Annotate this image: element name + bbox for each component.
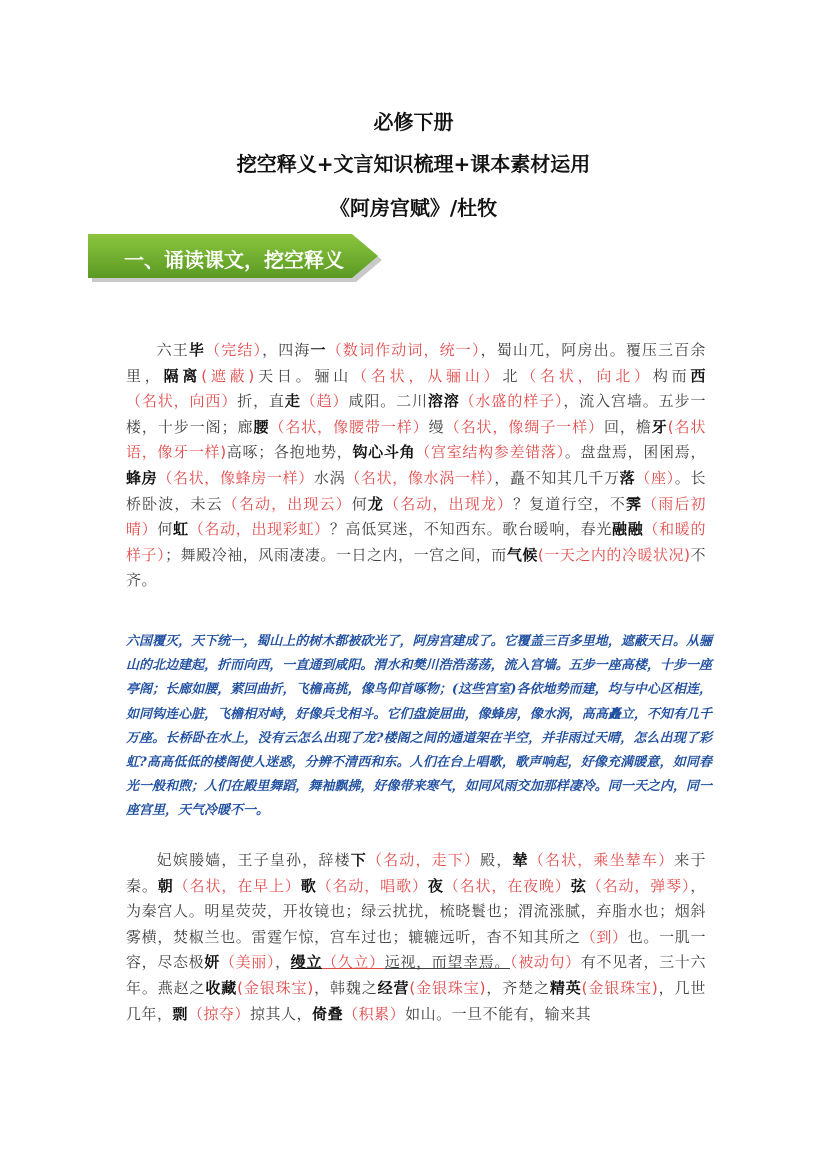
key-term-text: 精英 bbox=[549, 978, 582, 997]
annotation-text: （名动，走下） bbox=[366, 851, 481, 869]
annotation-text: （名状，像绸子一样） bbox=[444, 417, 604, 436]
passage-text: ，流入宫墙。五步一楼，十步一阁；廊 bbox=[126, 392, 706, 436]
passage-text: ， bbox=[275, 953, 291, 972]
key-term-text: 西 bbox=[690, 366, 706, 385]
key-term-text: 经营 bbox=[377, 978, 410, 997]
passage-text: 妃嫔媵嫱，王子皇孙，辞楼 bbox=[156, 851, 351, 869]
annotation-text: （久立） bbox=[322, 953, 385, 972]
key-term-text: 牙 bbox=[651, 417, 668, 436]
annotation-text: （掠夺） bbox=[188, 1004, 251, 1023]
passage-text: 如山。一旦不能有，输来其 bbox=[405, 1004, 592, 1023]
passage-text: ，齐楚之 bbox=[486, 978, 550, 997]
key-term-text: 弦 bbox=[570, 876, 587, 895]
passage-text: ，矗不知其几千万 bbox=[494, 468, 620, 487]
key-term-text: 霁 bbox=[625, 494, 643, 513]
key-term-text: 辇 bbox=[512, 851, 529, 869]
annotation-text: （名状，像腰带一样） bbox=[269, 417, 429, 436]
passage-text: 水涡 bbox=[313, 468, 346, 487]
passage-text: 折，直 bbox=[237, 392, 285, 411]
annotation-text: （雨后初晴） bbox=[126, 494, 706, 539]
passage-paragraph-1 bbox=[126, 338, 706, 594]
key-term-text: 毕 bbox=[188, 341, 206, 359]
key-term-text: 虹 bbox=[173, 520, 189, 539]
annotation-text: （宫室结构参差错落） bbox=[415, 443, 565, 462]
key-term-text: 蜂房 bbox=[126, 468, 158, 487]
annotation-text: （名状，向北） bbox=[521, 366, 653, 385]
annotation-text: (金银珠宝) bbox=[237, 978, 314, 997]
doc-title-line1: 必修下册 bbox=[373, 110, 454, 134]
passage-text: 来于秦。 bbox=[126, 851, 706, 895]
key-term-text: 溶溶 bbox=[427, 392, 460, 411]
annotation-text: （名动，出现彩虹） bbox=[188, 520, 330, 539]
annotation-text: （完结） bbox=[205, 341, 263, 359]
annotation-text: （趋） bbox=[300, 392, 349, 411]
passage-text: 六王 bbox=[156, 341, 189, 359]
key-term-text: 倚叠 bbox=[312, 1004, 344, 1023]
annotation-text: （数词作动词，统一） bbox=[326, 341, 481, 359]
key-term-text: 融融 bbox=[612, 520, 644, 539]
passage-text: 高啄；各抱地势， bbox=[226, 443, 353, 462]
key-term-text: 气候 bbox=[506, 545, 538, 564]
passage-text: 咸阳。二川 bbox=[348, 392, 428, 411]
passage-text: 回，檐 bbox=[603, 417, 652, 436]
passage-text: ，四海 bbox=[262, 341, 311, 359]
key-term-text: 缦立 bbox=[290, 953, 323, 972]
passage-paragraph-2 bbox=[126, 848, 706, 1027]
passage-text: ，为秦宫人。明星荧荧，开妆镜也；绿云扰扰，梳晓鬟也；渭流涨腻，弃脂水也；烟斜雾横，焚椒兰也。雷霆乍惊，宫车过也；辘辘远听，杳不知其所之 bbox=[126, 876, 706, 946]
annotation-text: （名动，弹琴） bbox=[586, 876, 691, 895]
annotation-text: （名状，像蜂房一样） bbox=[157, 468, 314, 487]
annotation-text: （名状，在早上） bbox=[173, 876, 301, 895]
key-term-text: 下 bbox=[350, 851, 367, 869]
key-term-text: 龙 bbox=[367, 494, 385, 513]
passage-text: 也。一肌一容，尽态极 bbox=[126, 927, 706, 972]
key-term-text: 落 bbox=[619, 468, 636, 487]
annotation-text: (名状语，像牙一样) bbox=[126, 417, 706, 462]
section-banner bbox=[88, 232, 384, 282]
passage-text: ，几世几年， bbox=[126, 978, 706, 1023]
annotation-text: （名动，出现龙） bbox=[384, 494, 514, 513]
key-term-text: 剽 bbox=[172, 1004, 189, 1023]
key-term-text: 走 bbox=[284, 392, 301, 411]
annotation-text: （被动句） bbox=[510, 953, 581, 972]
passage-text: 缦 bbox=[428, 417, 445, 436]
annotation-text: （名动，出现云） bbox=[222, 494, 352, 513]
annotation-text: (遮蔽) bbox=[201, 366, 255, 385]
annotation-text: (金银珠宝) bbox=[409, 978, 486, 997]
passage-text: 构而 bbox=[652, 366, 691, 385]
passage-text: 有不见者，三十六年。燕赵之 bbox=[126, 953, 706, 997]
annotation-text: (金银珠宝) bbox=[581, 978, 659, 997]
doc-title-line3: 《阿房宫赋》/杜牧 bbox=[329, 196, 498, 220]
passage-text: 天日。骊山 bbox=[254, 366, 353, 385]
passage-text: 远视，而望幸焉。 bbox=[384, 953, 511, 972]
key-term-text: 妍 bbox=[204, 953, 220, 972]
annotation-text: （名动，唱歌） bbox=[316, 876, 428, 895]
annotation-text: (一天之内的冷暖状况) bbox=[537, 545, 691, 564]
passage-text: 。长桥卧波，未云 bbox=[126, 468, 706, 513]
key-term-text: 朝 bbox=[157, 876, 174, 895]
passage-text: 何 bbox=[351, 494, 368, 513]
annotation-text: （名状，乘坐辇车） bbox=[528, 851, 675, 869]
key-term-text: 一 bbox=[310, 341, 327, 359]
passage-text: 殿， bbox=[480, 851, 513, 869]
annotation-text: （水盛的样子） bbox=[459, 392, 564, 411]
annotation-text: （名状，在夜晚） bbox=[443, 876, 571, 895]
key-term-text: 歌 bbox=[300, 876, 317, 895]
passage-text: 北 bbox=[502, 366, 522, 385]
passage-text: 。盘盘焉，囷囷焉， bbox=[564, 443, 706, 462]
annotation-text: （名状，从骊山） bbox=[352, 366, 503, 385]
annotation-text: （名状，向西） bbox=[126, 392, 238, 411]
annotation-text: （美丽） bbox=[219, 953, 276, 972]
section-heading: 一、诵读课文，挖空释义 bbox=[124, 248, 344, 272]
doc-title-line2: 挖空释义+文言知识梳理+课本素材运用 bbox=[236, 152, 591, 176]
key-term-text: 收藏 bbox=[205, 978, 238, 997]
key-term-text: 钩心斗角 bbox=[352, 443, 416, 462]
passage-text: 掠其人， bbox=[250, 1004, 313, 1023]
key-term-text: 腰 bbox=[253, 417, 270, 436]
annotation-text: （积累） bbox=[343, 1004, 406, 1023]
annotation-text: （座） bbox=[635, 468, 675, 487]
annotation-text: （和暖的样子） bbox=[126, 520, 706, 564]
passage-text: 不齐。 bbox=[126, 545, 706, 590]
passage-text: ；舞殿冷袖，风雨凄凄。一日之内，一宫之间，而 bbox=[165, 545, 507, 564]
annotation-text: （名状，像水涡一样） bbox=[345, 468, 495, 487]
key-term-text: 隔离 bbox=[163, 366, 202, 385]
passage-text: ？高低冥迷，不知西东。歌台暖响，春光 bbox=[329, 520, 613, 539]
key-term-text: 夜 bbox=[427, 876, 444, 895]
passage-text: ，韩魏之 bbox=[313, 978, 378, 997]
translation-paragraph: 六国覆灭，天下统一，蜀山上的树木都被砍光了，阿房宫建成了。它覆盖三百多里地，遮蔽天日。从骊山的北边建起，折而向西，一直通到咸阳。渭水和樊川浩浩荡荡，流入宫墙。五步一座高楼，十步一座亭阁；长廊如腰，萦回曲折，飞檐高挑，像鸟仰首啄物；(这些宫室)各依地势而建，均与中心区相连，如同钩连心脏，飞檐相对峙，好像兵戈相斗。它们盘旋屈曲，像蜂房，像水涡，高高矗立，不知有几千万座。长桥卧在水上，没有云怎么出现了龙?楼阁之间的通道架在半空，并非雨过天晴，怎么出现了彩虹?高高低低的楼阁使人迷惑，分辨不清西和东。人们在台上唱歌，歌声响起，好像充满暖意，如同春光一般和煦；人们在殿里舞蹈，舞袖飘拂，好像带来寒气，如同风雨交加那样凄冷。同一天之内，同一座宫里，天气冷暖不一。 bbox=[126, 634, 712, 819]
passage-text: 何 bbox=[157, 520, 174, 539]
annotation-text: （到） bbox=[580, 927, 628, 946]
passage-text: ，蜀山兀，阿房出。覆压三百余里， bbox=[126, 341, 706, 385]
passage-text: ？复道行空，不 bbox=[513, 494, 626, 513]
